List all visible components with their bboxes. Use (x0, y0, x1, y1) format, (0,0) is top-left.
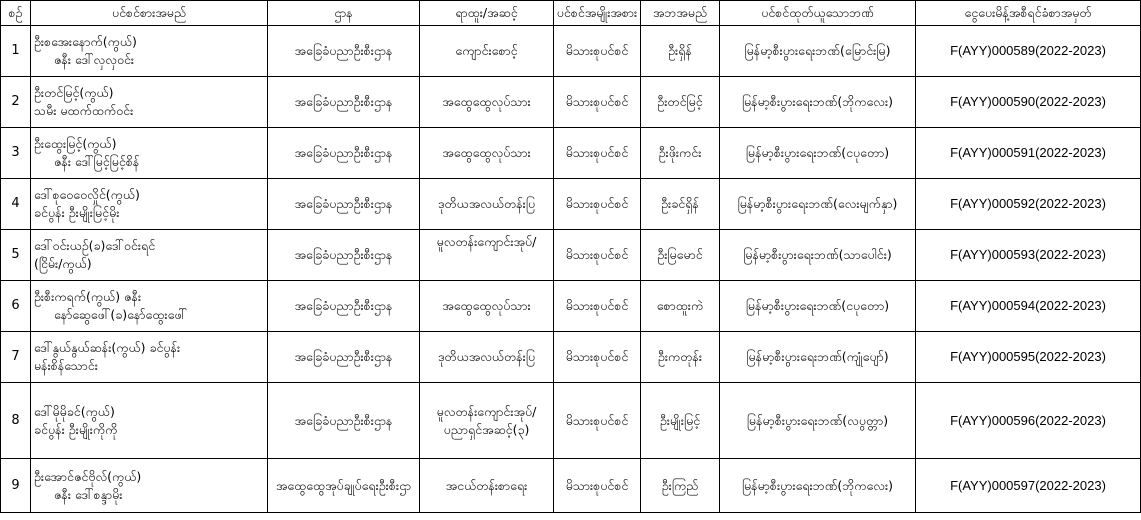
cell-dept: အခြေခံပညာဦးစီးဌာန (268, 332, 420, 383)
cell-type: မိသားစုပင်စင် (554, 332, 641, 383)
cell-name (31, 179, 268, 230)
cell-father: ဦးကတုန်း (641, 332, 720, 383)
cell-code: F(AYY)000593(2022-2023) (916, 230, 1141, 281)
cell-name (31, 230, 268, 281)
cell-father: ဦးဖိုးကင်း (641, 128, 720, 179)
cell-rank: အထွေထွေလုပ်သား (420, 77, 554, 128)
table-row (1, 128, 1141, 179)
name-line-2: နော်ဆွေဖေါ်(ခ)နော်ထွေးဖေါ် (54, 307, 188, 322)
cell-no: 1 (1, 26, 31, 77)
rank-line-2: ပညာရှင်အဆင့်(၃) (443, 421, 530, 437)
name-line-2: ခင်ပွန်း ဦးမျိုးမြင့်မိုး (34, 205, 120, 220)
cell-no: 4 (1, 179, 31, 230)
cell-bank: မြန်မာ့စီးပွားရေးဘဏ်(လေးမျက်နှာ) (720, 179, 916, 230)
cell-type: မိသားစုပင်စင် (554, 77, 641, 128)
cell-bank: မြန်မာ့စီးပွားရေးဘဏ်(ငပုတော) (720, 128, 916, 179)
name-line-2: (ငြိမ်း/ကွယ်) (34, 256, 92, 271)
header-name: ပင်စင်စားအမည် (31, 1, 268, 26)
cell-no: 9 (1, 459, 31, 513)
cell-no: 7 (1, 332, 31, 383)
name-line-1: ဦးစီးကရက်(ကွယ်) ဇနီး (34, 289, 142, 304)
header-rank: ရာထူး/အဆင့် (420, 1, 554, 26)
name-line-1: ဦးထွေးမြင့်(ကွယ်) (34, 136, 117, 151)
table-row (1, 179, 1141, 230)
name-line-2: ဇနီး ဒေါ်လှလှဝင်း (54, 52, 135, 67)
cell-rank: မူလတန်းကျောင်းအုပ်/ (420, 230, 554, 281)
table-row (1, 332, 1141, 383)
name-line-2: ဇနီး ဒေါ်စန္ဒာမိုး (54, 486, 123, 502)
cell-name (31, 26, 268, 77)
cell-dept: အခြေခံပညာဦးစီးဌာန (268, 77, 420, 128)
cell-rank (420, 383, 554, 459)
cell-dept: အထွေထွေအုပ်ချုပ်ရေးဦးစီးဌာ (268, 459, 420, 513)
name-line-2: ဇနီး ဒေါ်မြင့်မြင့်စိန် (54, 154, 140, 169)
cell-rank: အထွေထွေလုပ်သား (420, 281, 554, 332)
cell-code: F(AYY)000591(2022-2023) (916, 128, 1141, 179)
cell-type: မိသားစုပင်စင် (554, 230, 641, 281)
cell-name (31, 459, 268, 513)
cell-bank: မြန်မာ့စီးပွားရေးဘဏ်(လပွတ္တာ) (720, 383, 916, 459)
cell-father: ဦးမျိုးမြင့် (641, 383, 720, 459)
cell-code: F(AYY)000596(2022-2023) (916, 383, 1141, 459)
cell-type: မိသားစုပင်စင် (554, 459, 641, 513)
cell-father: ဦးရှိန် (641, 26, 720, 77)
header-bank: ပင်စင်ထုတ်ယူသောဘဏ် (720, 1, 916, 26)
header-dept: ဌာန (268, 1, 420, 26)
cell-rank: ဒုတိယအလယ်တန်းပြ (420, 179, 554, 230)
name-line-2: သမီး မထက်ထက်ဝင်း (34, 103, 134, 118)
rank-line-1: မူလတန်းကျောင်းအုပ်/ (436, 403, 537, 419)
cell-dept: အခြေခံပညာဦးစီးဌာန (268, 26, 420, 77)
cell-bank: မြန်မာ့စီးပွားရေးဘဏ်(ကျုံပျော်) (720, 332, 916, 383)
table-row (1, 459, 1141, 513)
name-line-1: ဦးအောင်ဇင်ဗိုလ်(ကွယ်) (34, 468, 142, 484)
cell-code: F(AYY)000594(2022-2023) (916, 281, 1141, 332)
cell-father: ဦးတင်မြင့် (641, 77, 720, 128)
cell-dept: အခြေခံပညာဦးစီးဌာန (268, 281, 420, 332)
cell-code: F(AYY)000597(2022-2023) (916, 459, 1141, 513)
cell-bank: မြန်မာ့စီးပွားရေးဘဏ်(သာပေါင်း) (720, 230, 916, 281)
name-line-2: ခင်ပွန်း ဦးမျိုးကိုကို (34, 421, 118, 437)
cell-father: ဦးခင်ရှိန် (641, 179, 720, 230)
cell-no: 8 (1, 383, 31, 459)
cell-code: F(AYY)000589(2022-2023) (916, 26, 1141, 77)
cell-name (31, 281, 268, 332)
cell-name (31, 332, 268, 383)
cell-bank: မြန်မာ့စီးပွားရေးဘဏ်(ငပုတော) (720, 281, 916, 332)
table-row (1, 281, 1141, 332)
cell-type: မိသားစုပင်စင် (554, 383, 641, 459)
name-line-1: ဒေါ်စုဝေဝေလှိုင်(ကွယ်) (34, 187, 140, 202)
cell-type: မိသားစုပင်စင် (554, 179, 641, 230)
header-row (1, 1, 1141, 26)
cell-name (31, 128, 268, 179)
name-line-2: မန်းစိန်သောင်း (34, 358, 98, 373)
cell-rank: အထွေထွေလုပ်သား (420, 128, 554, 179)
header-father: အဘအမည် (641, 1, 720, 26)
cell-type: မိသားစုပင်စင် (554, 281, 641, 332)
cell-code: F(AYY)000595(2022-2023) (916, 332, 1141, 383)
cell-rank: ကျောင်းစောင့် (420, 26, 554, 77)
name-line-1: ဦးတင်မြင့်(ကွယ်) (34, 85, 114, 100)
cell-father: ဦးကြည် (641, 459, 720, 513)
cell-code: F(AYY)000590(2022-2023) (916, 77, 1141, 128)
cell-dept: အခြေခံပညာဦးစီးဌာန (268, 128, 420, 179)
table-row (1, 230, 1141, 281)
name-line-1: ဦးစအေးနောက်(ကွယ်) (34, 34, 137, 49)
cell-dept: အခြေခံပညာဦးစီးဌာန (268, 230, 420, 281)
cell-name (31, 383, 268, 459)
cell-rank: အငယ်တန်းစာရေး (420, 459, 554, 513)
table-row (1, 77, 1141, 128)
header-type: ပင်စင်အမျိုးအစား (554, 1, 641, 26)
name-line-1: ဒေါ်နွယ်နွယ်ဆန်း(ကွယ်) ခင်ပွန်း (34, 340, 181, 355)
cell-dept: အခြေခံပညာဦးစီးဌာန (268, 179, 420, 230)
name-line-1: ဒေါ်မိုမိုခင်(ကွယ်) (34, 403, 115, 419)
cell-code: F(AYY)000592(2022-2023) (916, 179, 1141, 230)
cell-bank: မြန်မာ့စီးပွားရေးဘဏ်(ဘိုကလေး) (720, 77, 916, 128)
cell-father: ဦးမြမောင် (641, 230, 720, 281)
name-line-1: ဒေါ်ဝင်းယဉ်(ခ)ဒေါ်ဝင်းရင် (34, 238, 156, 253)
cell-bank: မြန်မာ့စီးပွားရေးဘဏ်(ဘိုကလေး) (720, 459, 916, 513)
cell-type: မိသားစုပင်စင် (554, 26, 641, 77)
cell-no: 6 (1, 281, 31, 332)
cell-name (31, 77, 268, 128)
cell-no: 3 (1, 128, 31, 179)
cell-type: မိသားစုပင်စင် (554, 128, 641, 179)
header-no: စဉ် (1, 1, 31, 26)
cell-bank: မြန်မာ့စီးပွားရေးဘဏ်(မြောင်းမြ) (720, 26, 916, 77)
cell-no: 5 (1, 230, 31, 281)
header-code: ငွေပေးမိန့်အစီရင်ခံစာအမှတ် (916, 1, 1141, 26)
table-row (1, 383, 1141, 459)
cell-rank: ဒုတိယအလယ်တန်းပြ (420, 332, 554, 383)
cell-father: စောထူးကဲ (641, 281, 720, 332)
cell-no: 2 (1, 77, 31, 128)
table-row (1, 26, 1141, 77)
cell-dept: အခြေခံပညာဦးစီးဌာန (268, 383, 420, 459)
